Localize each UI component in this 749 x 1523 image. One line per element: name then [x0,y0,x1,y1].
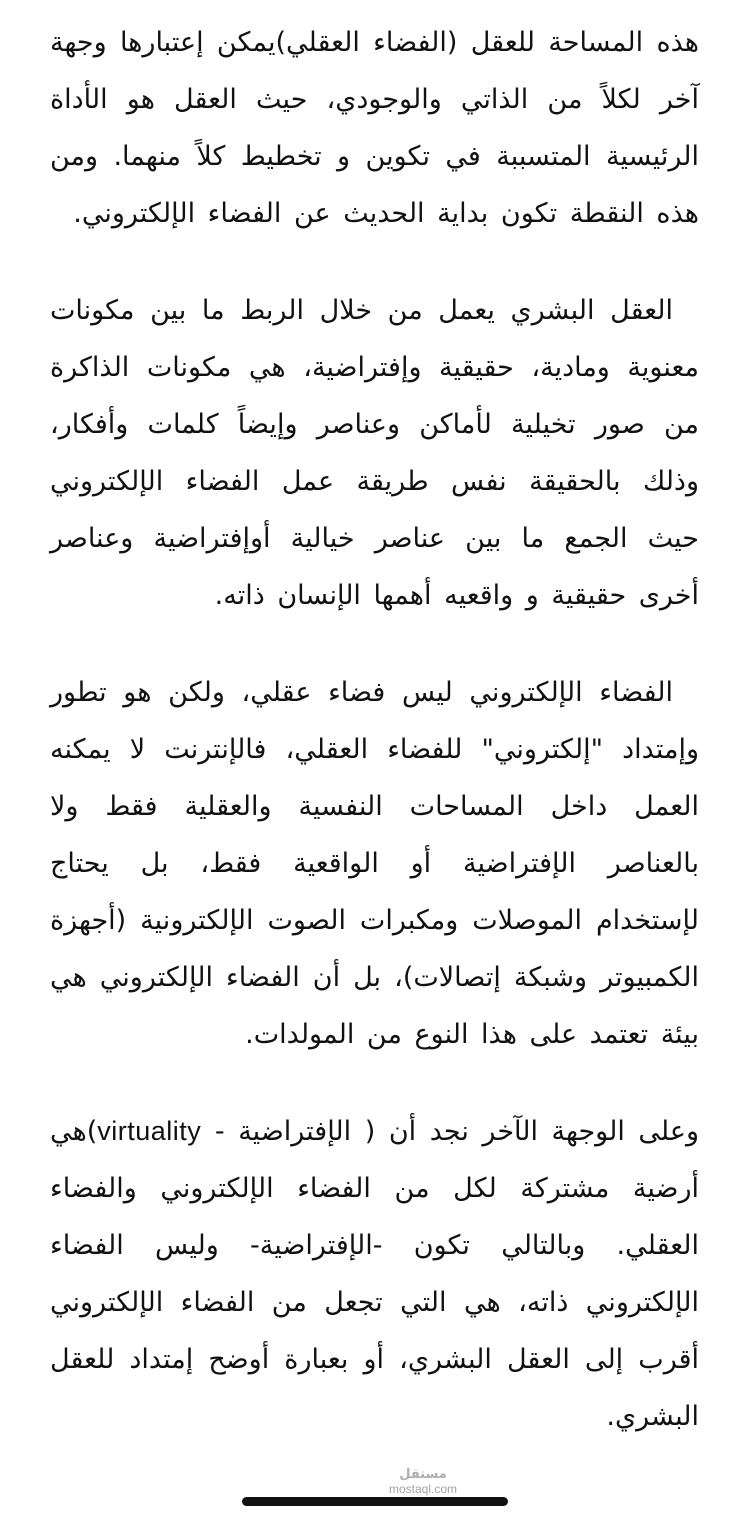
home-indicator[interactable] [242,1497,508,1506]
paragraph-1: هذه المساحة للعقل (الفضاء العقلي)يمكن إعتبارها وجهة آخر لكلاً من الذاتي والوجودي، حيث العقل هو الأداة الرئيسية المتسببة في تكوين و تخطيط كلاً منهما. ومن هذه النقطة تكون بداية الحديث عن الفضاء الإلكتروني. [50,27,699,229]
article-body [50,14,699,1485]
latin-term-virtuality: virtuality [97,1116,202,1146]
paragraph-4 [50,1103,699,1445]
paragraph-4-part-1: وعلى الوجهة الآخر نجد أن ( الإفتراضية - [214,1116,699,1147]
paragraph-3: الفضاء الإلكتروني ليس فضاء عقلي، ولكن هو تطور وإمتداد "إلكتروني" للفضاء العقلي، فالإنترنت لا يمكنه العمل داخل المساحات النفسية والعقلية فقط ولا بالعناصر الإفتراضية أو الواقعية فقط، بل يحتاج لإستخدام الموصلات ومكبرات الصوت الإلكترونية (أجهزة الكمبيوتر وشبكة إتصالات)، بل أن الفضاء الإلكتروني هي بيئة تعتمد على هذا النوع من المولدات. [50,677,699,1050]
watermark-arabic: مستقل [399,1467,447,1482]
paragraph-2: العقل البشري يعمل من خلال الربط ما بين مكونات معنوية ومادية، حقيقية وإفتراضية، هي مكونات الذاكرة من صور تخيلية لأماكن وعناصر وإيضاً كلمات وأفكار، وذلك بالحقيقة نفس طريقة عمل الفضاء الإلكتروني حيث الجمع ما بين عناصر خيالية أوإفتراضية وعناصر أخرى حقيقية و واقعيه أهمها الإنسان ذاته. [50,295,699,611]
site-watermark [388,1468,458,1496]
watermark-latin: mostaql.com [388,1482,458,1496]
paragraph-4-part-2: )هي أرضية مشتركة لكل من الفضاء الإلكتروني والفضاء العقلي. وبالتالي تكون -الإفتراضية- وليس الفضاء الإلكتروني ذاته، هي التي تجعل من الفضاء الإلكتروني أقرب إلى العقل البشري، أو بعبارة أوضح إمتداد للعقل البشري. [50,1116,699,1432]
